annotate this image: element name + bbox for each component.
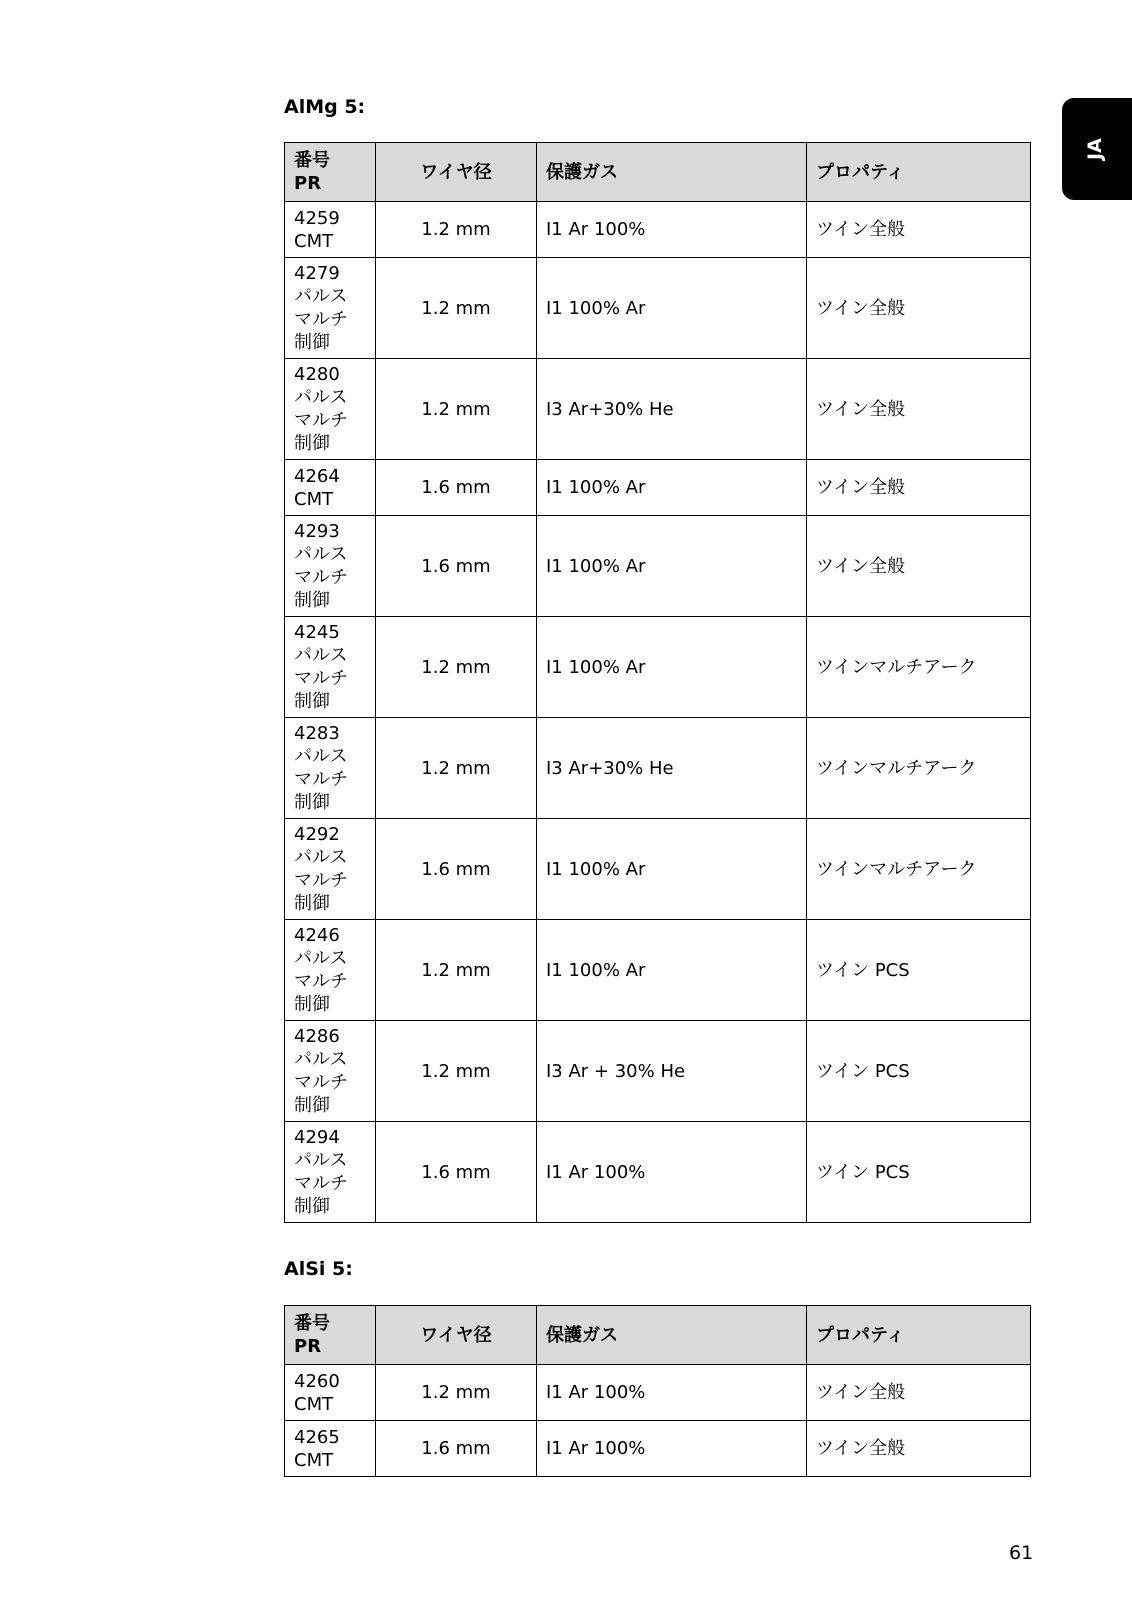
section-title-alsi5: AlSi 5: xyxy=(284,1258,353,1280)
cell-wire-diameter: 1.2 mm xyxy=(376,617,537,718)
column-header-number: 番号 PR xyxy=(285,143,376,202)
cell-program-number: 4264 CMT xyxy=(285,460,376,516)
column-header-wire-diameter: ワイヤ径 xyxy=(376,143,537,202)
table-header-row xyxy=(285,1306,1031,1365)
spec-table-almg5 xyxy=(284,142,1031,1223)
table-header-row xyxy=(285,143,1031,202)
cell-property: ツイン全般 xyxy=(807,359,1031,460)
cell-shielding-gas: I1 100% Ar xyxy=(537,516,807,617)
cell-program-number: 4283 パルス マルチ 制御 xyxy=(285,718,376,819)
column-header-wire-diameter: ワイヤ径 xyxy=(376,1306,537,1365)
cell-program-number: 4246 パルス マルチ 制御 xyxy=(285,920,376,1021)
cell-property: ツイン全般 xyxy=(807,202,1031,258)
table-row xyxy=(285,1365,1031,1421)
cell-property: ツインマルチアーク xyxy=(807,617,1031,718)
column-header-property: プロパティ xyxy=(807,1306,1031,1365)
cell-shielding-gas: I3 Ar + 30% He xyxy=(537,1021,807,1122)
table-row xyxy=(285,460,1031,516)
cell-property: ツイン全般 xyxy=(807,1365,1031,1421)
table-row xyxy=(285,202,1031,258)
cell-property: ツイン全般 xyxy=(807,460,1031,516)
column-header-number: 番号 PR xyxy=(285,1306,376,1365)
table-row xyxy=(285,718,1031,819)
cell-wire-diameter: 1.2 mm xyxy=(376,718,537,819)
cell-property: ツイン PCS xyxy=(807,920,1031,1021)
cell-shielding-gas: I1 Ar 100% xyxy=(537,1365,807,1421)
cell-wire-diameter: 1.2 mm xyxy=(376,920,537,1021)
cell-shielding-gas: I1 100% Ar xyxy=(537,920,807,1021)
cell-program-number: 4260 CMT xyxy=(285,1365,376,1421)
cell-property: ツイン全般 xyxy=(807,258,1031,359)
cell-shielding-gas: I1 100% Ar xyxy=(537,460,807,516)
cell-shielding-gas: I1 Ar 100% xyxy=(537,1122,807,1223)
table-row xyxy=(285,516,1031,617)
column-header-shielding-gas: 保護ガス xyxy=(537,1306,807,1365)
cell-program-number: 4286 パルス マルチ 制御 xyxy=(285,1021,376,1122)
cell-program-number: 4259 CMT xyxy=(285,202,376,258)
page-number: 61 xyxy=(1009,1542,1034,1564)
language-tab xyxy=(1062,98,1132,200)
column-header-property: プロパティ xyxy=(807,143,1031,202)
cell-shielding-gas: I1 100% Ar xyxy=(537,258,807,359)
cell-program-number: 4280 パルス マルチ 制御 xyxy=(285,359,376,460)
cell-wire-diameter: 1.6 mm xyxy=(376,1421,537,1477)
cell-property: ツインマルチアーク xyxy=(807,718,1031,819)
table-row xyxy=(285,258,1031,359)
section-title-almg5: AlMg 5: xyxy=(284,96,366,118)
cell-wire-diameter: 1.2 mm xyxy=(376,1021,537,1122)
table-row xyxy=(285,1122,1031,1223)
language-tab-label: JA xyxy=(1084,138,1106,160)
cell-property: ツイン PCS xyxy=(807,1021,1031,1122)
cell-program-number: 4245 パルス マルチ 制御 xyxy=(285,617,376,718)
cell-program-number: 4294 パルス マルチ 制御 xyxy=(285,1122,376,1223)
cell-wire-diameter: 1.2 mm xyxy=(376,359,537,460)
cell-program-number: 4265 CMT xyxy=(285,1421,376,1477)
table-row xyxy=(285,1021,1031,1122)
cell-program-number: 4279 パルス マルチ 制御 xyxy=(285,258,376,359)
cell-shielding-gas: I1 Ar 100% xyxy=(537,202,807,258)
cell-property: ツイン全般 xyxy=(807,1421,1031,1477)
cell-wire-diameter: 1.6 mm xyxy=(376,1122,537,1223)
column-header-shielding-gas: 保護ガス xyxy=(537,143,807,202)
table-row xyxy=(285,617,1031,718)
cell-wire-diameter: 1.6 mm xyxy=(376,460,537,516)
cell-shielding-gas: I1 100% Ar xyxy=(537,617,807,718)
table-row xyxy=(285,1421,1031,1477)
cell-property: ツインマルチアーク xyxy=(807,819,1031,920)
cell-wire-diameter: 1.6 mm xyxy=(376,516,537,617)
cell-shielding-gas: I3 Ar+30% He xyxy=(537,359,807,460)
cell-shielding-gas: I1 Ar 100% xyxy=(537,1421,807,1477)
cell-program-number: 4292 パルス マルチ 制御 xyxy=(285,819,376,920)
cell-wire-diameter: 1.2 mm xyxy=(376,258,537,359)
cell-program-number: 4293 パルス マルチ 制御 xyxy=(285,516,376,617)
cell-wire-diameter: 1.6 mm xyxy=(376,819,537,920)
cell-wire-diameter: 1.2 mm xyxy=(376,1365,537,1421)
table-row xyxy=(285,819,1031,920)
cell-shielding-gas: I1 100% Ar xyxy=(537,819,807,920)
cell-property: ツイン全般 xyxy=(807,516,1031,617)
spec-table-alsi5 xyxy=(284,1305,1031,1477)
cell-shielding-gas: I3 Ar+30% He xyxy=(537,718,807,819)
cell-wire-diameter: 1.2 mm xyxy=(376,202,537,258)
cell-property: ツイン PCS xyxy=(807,1122,1031,1223)
table-row xyxy=(285,920,1031,1021)
table-row xyxy=(285,359,1031,460)
